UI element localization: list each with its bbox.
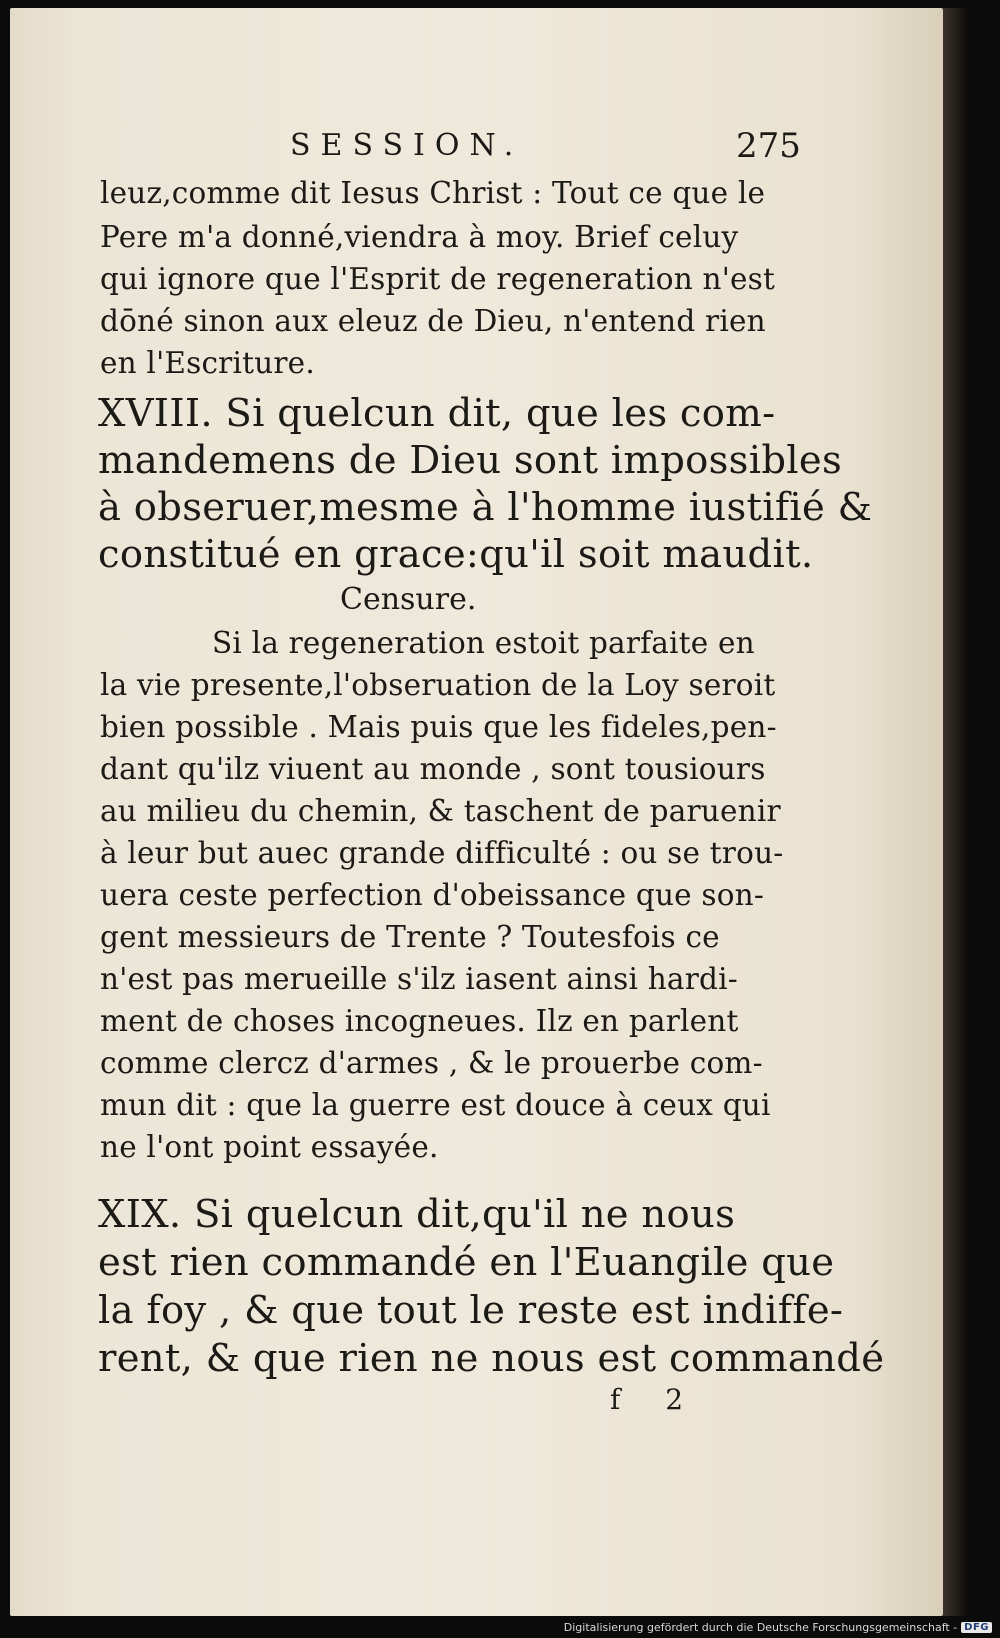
censure-line: ne l'ont point essayée. [100, 1130, 439, 1164]
censure-line: la vie presente,l'obseruation de la Loy seroit [100, 668, 776, 702]
censure-line: gent messieurs de Trente ? Toutesfois ce [100, 920, 720, 954]
censure-line: ment de choses incogneues. Ilz en parlent [100, 1004, 739, 1038]
canon-xix-line: rent, & que rien ne nous est commandé [98, 1336, 885, 1381]
running-head: SESSION. [290, 128, 524, 163]
canon-xviii-line: constitué en grace:qu'il soit maudit. [98, 532, 814, 577]
canon-xviii-line: à obseruer,mesme à l'homme iustifié & [98, 485, 873, 530]
text-line: Pere m'a donné,viendra à moy. Brief celuy [100, 220, 739, 254]
page-number: 275 [736, 126, 801, 166]
censure-line: comme clercz d'armes , & le prouerbe com- [100, 1046, 763, 1080]
censure-line: mun dit : que la guerre est douce à ceux qui [100, 1088, 771, 1122]
censure-line: dant qu'ilz viuent au monde , sont tousiours [100, 752, 766, 786]
canon-xviii-line: XVIII. Si quelcun dit, que les com- [98, 391, 776, 436]
signature-mark: f 2 [610, 1383, 702, 1416]
canon-xix-line: XIX. Si quelcun dit,qu'il ne nous [98, 1192, 736, 1237]
digitization-credit [564, 1621, 992, 1634]
canon-xviii-line: mandemens de Dieu sont impossibles [98, 438, 843, 483]
censure-line: bien possible . Mais puis que les fideles,pen- [100, 710, 777, 744]
censure-line: n'est pas merueille s'ilz iasent ainsi hardi- [100, 962, 738, 996]
text-line: leuz,comme dit Iesus Christ : Tout ce que le [100, 176, 766, 210]
censure-heading: Censure. [340, 582, 477, 617]
text-line: qui ignore que l'Esprit de regeneration n'est [100, 262, 776, 296]
page-edge-shadow [943, 8, 969, 1616]
censure-line: uera ceste perfection d'obeissance que son- [100, 878, 765, 912]
canon-xix-line: est rien commandé en l'Euangile que [98, 1240, 835, 1285]
dfg-logo: DFG [961, 1622, 992, 1633]
canon-xix-line: la foy , & que tout le reste est indiffe- [98, 1288, 844, 1333]
text-line: en l'Escriture. [100, 346, 315, 380]
text-line: dōné sinon aux eleuz de Dieu, n'entend rien [100, 304, 766, 338]
censure-line: à leur but auec grande difficulté : ou se trou- [100, 836, 784, 870]
censure-line: Si la regeneration estoit parfaite en [212, 626, 755, 660]
censure-line: au milieu du chemin, & taschent de paruenir [100, 794, 781, 828]
credit-text: Digitalisierung gefördert durch die Deutsche Forschungsgemeinschaft - [563, 1621, 958, 1634]
